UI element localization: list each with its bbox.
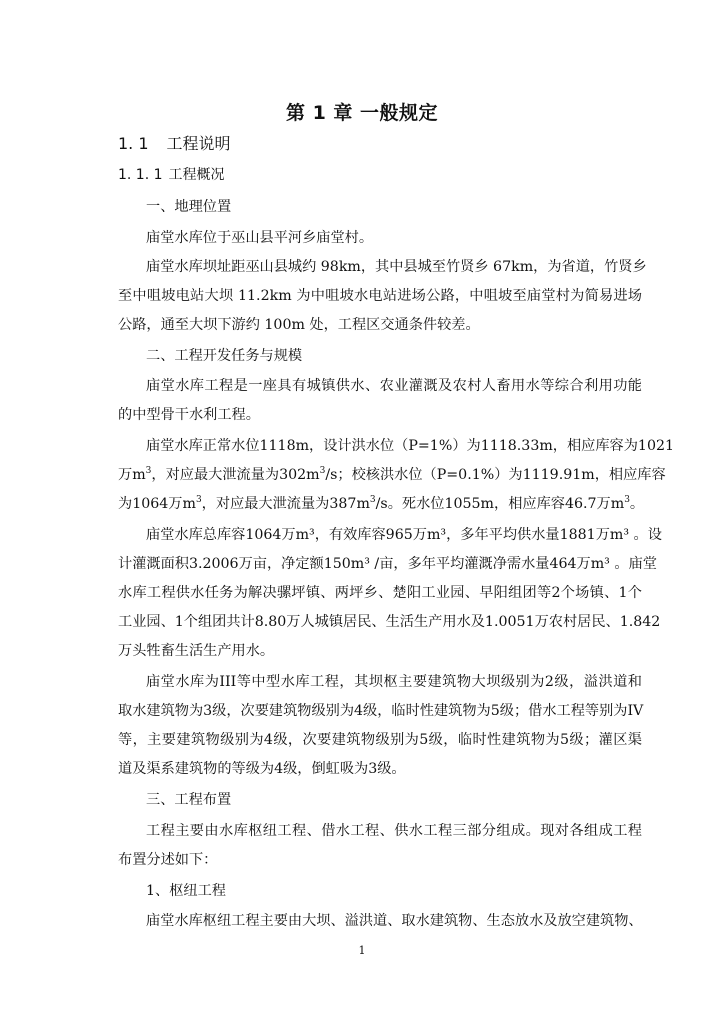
heading-hub-project: 1、枢纽工程 (146, 883, 226, 899)
subsection-heading (118, 164, 225, 184)
paragraph-line: 布置分述如下： (118, 852, 218, 868)
page-number: 1 (358, 944, 366, 957)
section-heading (118, 131, 231, 154)
subsection-number: 1. 1. 1 (118, 167, 163, 183)
paragraph-line: 庙堂水库正常水位1118m，设计洪水位（P=1%）为1118.33m，相应库容为1021 (146, 438, 675, 454)
paragraph-line: 道及渠系建筑物的等级为4级，倒虹吸为3级。 (118, 761, 406, 777)
paragraph-line: 庙堂水库位于巫山县平河乡庙堂村。 (146, 230, 374, 246)
heading-geographic-location: 一、地理位置 (146, 199, 232, 215)
section-number: 1. 1 (118, 134, 149, 153)
paragraph-line: 等，主要建筑物级别为4级，次要建筑物级别为5级，临时性建筑物为5级；灌区渠 (118, 732, 642, 748)
paragraph-line: 庙堂水库枢纽工程主要由大坝、溢洪道、取水建筑物、生态放水及放空建筑物、 (146, 913, 643, 929)
paragraph-line: 公路，通至大坝下游约 100m 处，工程区交通条件较差。 (118, 317, 480, 333)
chapter-title: 第 1 章 一般规定 (285, 102, 439, 124)
paragraph-line: 庙堂水库为III等中型水库工程，其坝枢主要建筑物大坝级别为2级，溢洪道和 (146, 674, 642, 690)
paragraph-line: 工程主要由水库枢纽工程、借水工程、供水工程三部分组成。现对各组成工程 (146, 823, 642, 839)
paragraph-line: 万头牲畜生活生产用水。 (118, 643, 275, 659)
paragraph-line: 计灌溉面积3.2006万亩，净定额150m³ /亩，多年平均灌溉净需水量464万m³ 。庙堂 (118, 556, 657, 572)
paragraph-line: 为1064万$m^3$，对应最大泄流量为$387m^3/s$。死水位1055m，相应库容46.7万$m^3$。 (118, 495, 645, 512)
paragraph-line: 庙堂水库坝址距巫山县城约 98km，其中县城至竹贤乡 67km，为省道，竹贤乡 (146, 259, 647, 275)
paragraph-line: 至中咀坡电站大坝 11.2km 为中咀坡水电站进场公路，中咀坡至庙堂村为简易进场 (118, 288, 642, 304)
paragraph-line: 的中型骨干水利工程。 (118, 407, 260, 423)
paragraph-line: 庙堂水库工程是一座具有城镇供水、农业灌溉及农村人畜用水等综合利用功能 (146, 378, 642, 394)
section-title: 工程说明 (166, 134, 231, 153)
paragraph-line: 水库工程供水任务为解决骡坪镇、两坪乡、楚阳工业园、早阳组团等2个场镇、1个 (118, 585, 642, 601)
paragraph-line: 庙堂水库总库容1064万m³，有效库容965万m³，多年平均供水量1881万m³ 。设 (146, 527, 662, 543)
paragraph-line: 取水建筑物为3级，次要建筑物级别为4级，临时性建筑物为5级；借水工程等别为IV (118, 703, 644, 719)
subsection-title: 工程概况 (168, 167, 225, 183)
paragraph-line: 万$m^3$，对应最大泄流量为$302m^3/s$；校核洪水位（P=0.1%）为1119.91m，相应库容 (118, 466, 666, 483)
heading-project-layout: 三、工程布置 (146, 792, 232, 808)
paragraph-line: 工业园、1个组团共计8.80万人城镇居民、生活生产用水及1.0051万农村居民、1.842 (118, 614, 661, 630)
heading-development-tasks: 二、工程开发任务与规模 (146, 348, 303, 364)
